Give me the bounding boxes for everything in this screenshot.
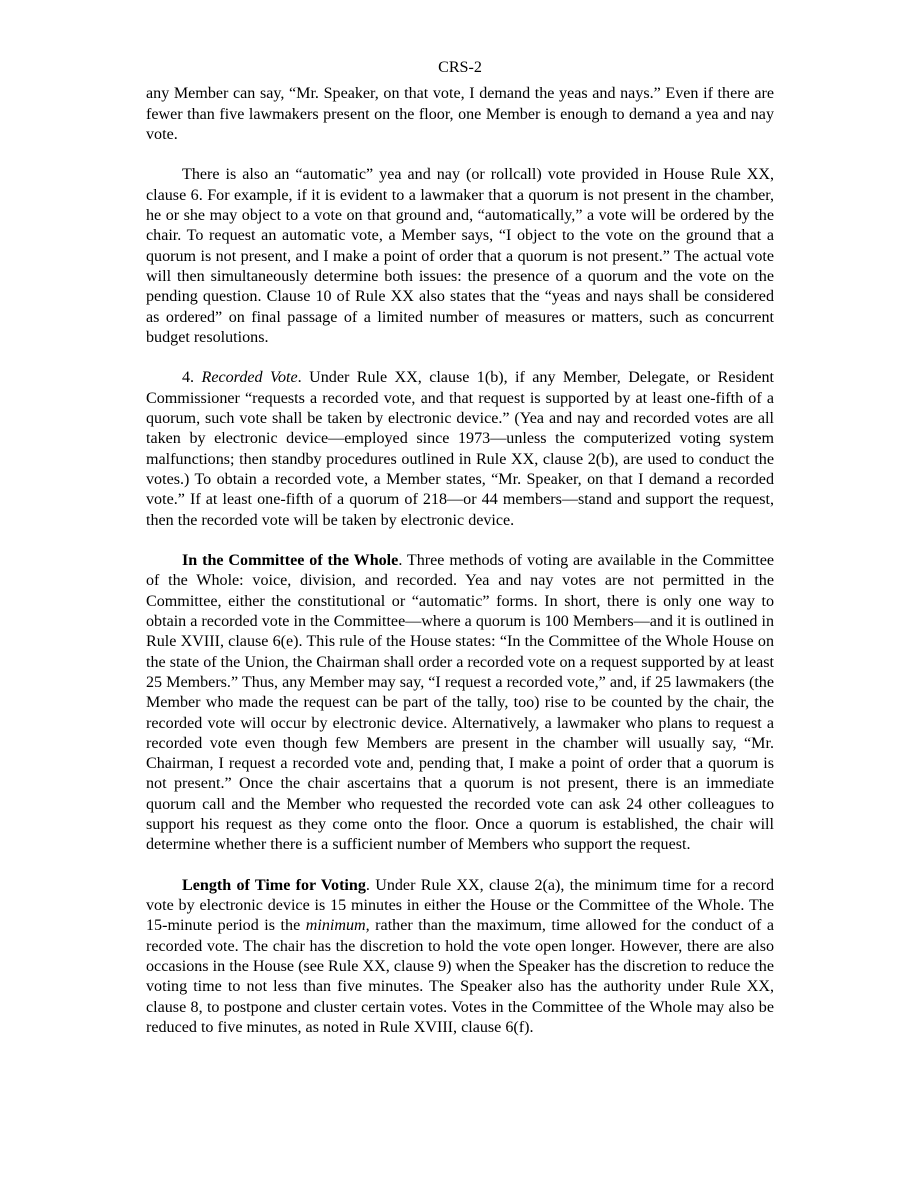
section-heading-length-of-time: Length of Time for Voting — [182, 876, 366, 894]
page-header: CRS-2 — [438, 59, 482, 76]
paragraph-committee-of-the-whole — [146, 551, 774, 855]
paragraph-text: . Under Rule XX, clause 2(a), the minimum time for a record vote by electronic device is 15 minutes in either the House or the Committee of the Whole. The 15-minute period is the — [146, 876, 774, 935]
paragraph-yeas-nays-continued — [146, 84, 774, 145]
paragraph-recorded-vote — [146, 368, 774, 530]
paragraph-text: There is also an “automatic” yea and nay (or rollcall) vote provided in House Rule XX, clause 6. For example, if it is evident to a lawmaker that a quorum is not present in the chamber, he or she may object to a vote on that ground and, “automatically,” a vote will be ordered by the chair. To request an automatic vote, a Member says, “I object to the vote on the ground that a quorum is not present, and I make a point of order that a quorum is not present.” The actual vote will then simultaneously determine both issues: the presence of a quorum and the vote on the pending question. Clause 10 of Rule XX also states that the “yeas and nays shall be considered as ordered” on final passage of a limited number of measures or matters, such as concurrent budget resolutions. — [146, 166, 774, 346]
paragraph-text: any Member can say, “Mr. Speaker, on that vote, I demand the yeas and nays.” Even if there are fewer than five lawmakers present on the floor, one Member is enough to demand a yea and nay vote. — [146, 85, 774, 143]
paragraph-automatic-vote — [146, 165, 774, 348]
paragraph-length-of-time — [146, 876, 774, 1038]
section-heading-recorded-vote: Recorded Vote — [201, 369, 298, 387]
emphasis-minimum: minimum, — [305, 917, 370, 935]
section-heading-committee: In the Committee of the Whole — [182, 552, 399, 570]
paragraph-text: . Three methods of voting are available in the Committee of the Whole: voice, division, and recorded. Yea and nay votes are not permitted in the Committee, either the constitutional or “automatic” forms. In short, there is only one way to obtain a recorded vote in the Committee—where a quorum is 100 Members—and it is outlined in Rule XVIII, clause 6(e). This rule of the House states: “In the Committee of the Whole House on the state of the Union, the Chairman shall order a recorded vote on a request supported by at least 25 Members.” Thus, any Member may say, “I request a recorded vote,” and, if 25 lawmakers (the Member who made the request can be part of the tally, too) rise to be counted by the chair, the recorded vote will occur by electronic device. Alternatively, a lawmaker who plans to request a recorded vote even though few Members are present in the chamber will usually say, “Mr. Chairman, I request a recorded vote and, pending that, I make a point of order that a quorum is not present.” Once the chair ascertains that a quorum is not present, there is an immediate quorum call and the Member who requested the recorded vote can ask 24 other colleagues to support his request as they come onto the floor. Once a quorum is established, the chair will determine whether there is a sufficient number of Members who support the request. — [146, 552, 774, 854]
paragraph-text: . Under Rule XX, clause 1(b), if any Member, Delegate, or Resident Commissioner “requests a recorded vote, and that request is supported by at least one-fifth of a quorum, such vote shall be taken by electronic device.” (Yea and nay and recorded votes are all taken by electronic device—employed since 1973—unless the computerized voting system malfunctions; then standby procedures outlined in Rule XX, clause 2(b), are used to conduct the votes.) To obtain a recorded vote, a Member states, “Mr. Speaker, on that I demand a recorded vote.” If at least one-fifth of a quorum of 218—or 44 members—stand and support the request, then the recorded vote will be taken by electronic device. — [146, 369, 774, 529]
document-page — [146, 58, 774, 1059]
paragraph-text: rather than the maximum, time allowed for the conduct of a recorded vote. The chair has the discretion to hold the vote open longer. However, there are also occasions in the House (see Rule XX, clause 9) when the Speaker has the discretion to reduce the voting time to not less than five minutes. The Speaker also has the authority under Rule XX, clause 8, to postpone and cluster certain votes. Votes in the Committee of the Whole may also be reduced to five minutes, as noted in Rule XVIII, clause 6(f). — [146, 917, 774, 1036]
section-number: 4. — [182, 369, 195, 387]
